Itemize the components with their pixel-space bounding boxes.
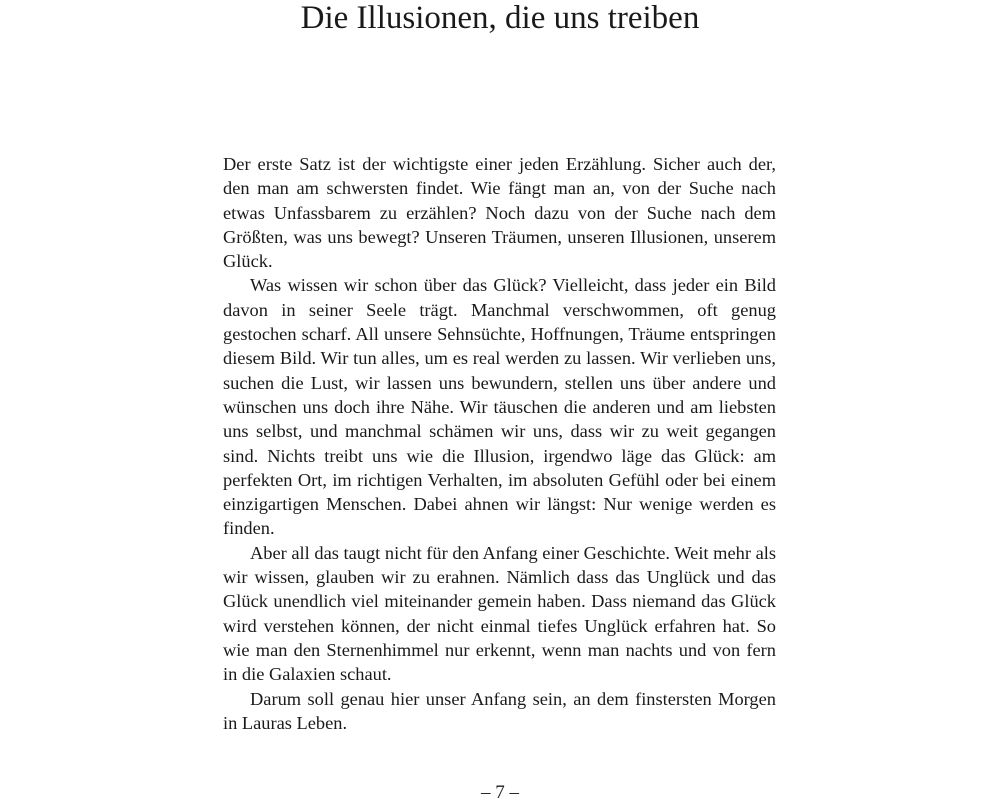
paragraph-1: Der erste Satz ist der wichtigste einer jeden Erzählung. Sicher auch der, den man am schwersten findet. Wie fängt man an, von der Suche nach etwas Unfassbarem zu erzählen? Noch dazu von der Suche nach dem Größten, was uns bewegt? Unseren Träumen, unseren Illusionen, unserem Glück. <box>223 154 776 272</box>
page-number: – 7 – <box>481 782 519 803</box>
paragraph-4: Darum soll genau hier unser Anfang sein, an dem finstersten Morgen in Lauras Leben. <box>223 688 776 733</box>
chapter-title: Die Illusionen, die uns treiben <box>300 0 700 36</box>
paragraph-3: Aber all das taugt nicht für den Anfang einer Geschichte. Weit mehr als wir wissen, glauben wir zu erahnen. Nämlich dass das Unglück und das Glück unendlich viel miteinander gemein haben. Dass niemand das Glück wird verstehen können, der nicht einmal tiefes Unglück erfahren hat. So wie man den Sternenhimmel nur erkennt, wenn man nachts und von fern in die Galaxien schaut. <box>223 542 776 685</box>
body-text <box>223 152 776 735</box>
paragraph-2: Was wissen wir schon über das Glück? Vielleicht, dass jeder ein Bild davon in seiner Seele trägt. Manchmal verschwommen, oft genug gestochen scharf. All unsere Sehnsüchte, Hoffnungen, Träume entspringen diesem Bild. Wir tun alles, um es real werden zu lassen. Wir verlieben uns, suchen die Lust, wir lassen uns bewundern, stellen uns über andere und wünschen uns doch ihre Nähe. Wir täuschen die anderen und am liebsten uns selbst, und manchmal schämen wir uns, dass wir zu weit gegangen sind. Nichts treibt uns wie die Illusion, irgendwo läge das Glück: am perfekten Ort, im richtigen Verhalten, im absoluten Gefühl oder bei einem einzigartigen Menschen. Dabei ahnen wir längst: Nur wenige werden es finden. <box>223 275 776 539</box>
